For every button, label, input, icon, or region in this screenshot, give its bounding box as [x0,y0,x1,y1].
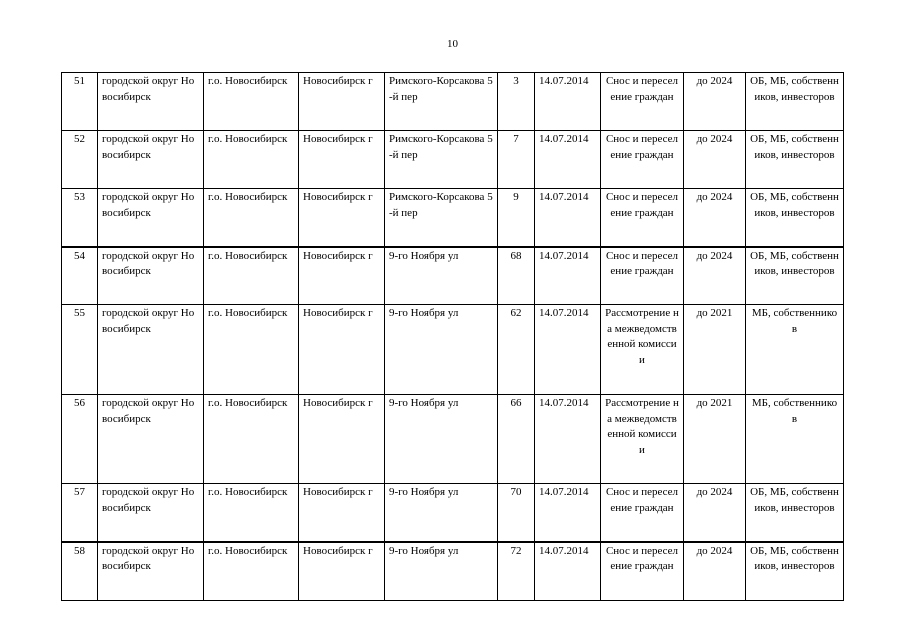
house-number-cell: 7 [498,131,535,189]
date-cell: 14.07.2014 [535,484,601,542]
street-cell: 9-го Ноября ул [385,395,498,484]
street-cell: Римского-Корсакова 5-й пер [385,131,498,189]
funding-source-cell: ОБ, МБ, собственников, инвесторов [746,542,844,601]
house-number-cell: 70 [498,484,535,542]
district-cell: городской округ Новосибирск [98,305,204,395]
measure-cell: Рассмотрение на межведомственной комиссии [601,395,684,484]
row-number: 57 [62,484,98,542]
measure-cell: Снос и переселение граждан [601,73,684,131]
house-number-cell: 3 [498,73,535,131]
district-cell: городской округ Новосибирск [98,395,204,484]
street-cell: 9-го Ноября ул [385,542,498,601]
district-cell: городской округ Новосибирск [98,542,204,601]
table-row [62,305,844,395]
street-cell: 9-го Ноября ул [385,484,498,542]
measure-cell: Снос и переселение граждан [601,247,684,305]
row-number: 54 [62,247,98,305]
date-cell: 14.07.2014 [535,247,601,305]
locality-cell: Новосибирск г [299,395,385,484]
term-cell: до 2024 [684,247,746,305]
term-cell: до 2021 [684,395,746,484]
district-cell: городской округ Новосибирск [98,189,204,247]
date-cell: 14.07.2014 [535,131,601,189]
locality-cell: Новосибирск г [299,73,385,131]
measure-cell: Рассмотрение на межведомственной комиссии [601,305,684,395]
municipality-cell: г.о. Новосибирск [204,73,299,131]
term-cell: до 2024 [684,73,746,131]
house-number-cell: 72 [498,542,535,601]
term-cell: до 2024 [684,131,746,189]
district-cell: городской округ Новосибирск [98,73,204,131]
funding-source-cell: ОБ, МБ, собственников, инвесторов [746,73,844,131]
locality-cell: Новосибирск г [299,247,385,305]
district-cell: городской округ Новосибирск [98,247,204,305]
street-cell: Римского-Корсакова 5-й пер [385,189,498,247]
house-number-cell: 66 [498,395,535,484]
date-cell: 14.07.2014 [535,305,601,395]
date-cell: 14.07.2014 [535,542,601,601]
house-number-cell: 9 [498,189,535,247]
district-cell: городской округ Новосибирск [98,484,204,542]
municipality-cell: г.о. Новосибирск [204,131,299,189]
row-number: 56 [62,395,98,484]
municipality-cell: г.о. Новосибирск [204,247,299,305]
table-row [62,247,844,305]
date-cell: 14.07.2014 [535,395,601,484]
house-number-cell: 68 [498,247,535,305]
locality-cell: Новосибирск г [299,305,385,395]
date-cell: 14.07.2014 [535,189,601,247]
measure-cell: Снос и переселение граждан [601,189,684,247]
row-number: 51 [62,73,98,131]
municipality-cell: г.о. Новосибирск [204,395,299,484]
funding-source-cell: ОБ, МБ, собственников, инвесторов [746,484,844,542]
municipality-cell: г.о. Новосибирск [204,189,299,247]
table-row [62,484,844,542]
funding-source-cell: ОБ, МБ, собственников, инвесторов [746,247,844,305]
municipality-cell: г.о. Новосибирск [204,305,299,395]
funding-source-cell: ОБ, МБ, собственников, инвесторов [746,131,844,189]
house-number-cell: 62 [498,305,535,395]
table-row [62,131,844,189]
row-number: 58 [62,542,98,601]
housing-registry-table [61,72,844,601]
district-cell: городской округ Новосибирск [98,131,204,189]
street-cell: 9-го Ноября ул [385,305,498,395]
measure-cell: Снос и переселение граждан [601,542,684,601]
table-row [62,73,844,131]
street-cell: Римского-Корсакова 5-й пер [385,73,498,131]
row-number: 55 [62,305,98,395]
row-number: 53 [62,189,98,247]
municipality-cell: г.о. Новосибирск [204,484,299,542]
term-cell: до 2021 [684,305,746,395]
table-row [62,542,844,601]
row-number: 52 [62,131,98,189]
funding-source-cell: МБ, собственников [746,395,844,484]
measure-cell: Снос и переселение граждан [601,131,684,189]
locality-cell: Новосибирск г [299,131,385,189]
term-cell: до 2024 [684,484,746,542]
measure-cell: Снос и переселение граждан [601,484,684,542]
street-cell: 9-го Ноября ул [385,247,498,305]
locality-cell: Новосибирск г [299,484,385,542]
locality-cell: Новосибирск г [299,542,385,601]
date-cell: 14.07.2014 [535,73,601,131]
term-cell: до 2024 [684,189,746,247]
term-cell: до 2024 [684,542,746,601]
table-row [62,395,844,484]
funding-source-cell: МБ, собственников [746,305,844,395]
table-row [62,189,844,247]
municipality-cell: г.о. Новосибирск [204,542,299,601]
funding-source-cell: ОБ, МБ, собственников, инвесторов [746,189,844,247]
page-number: 10 [447,38,458,50]
locality-cell: Новосибирск г [299,189,385,247]
